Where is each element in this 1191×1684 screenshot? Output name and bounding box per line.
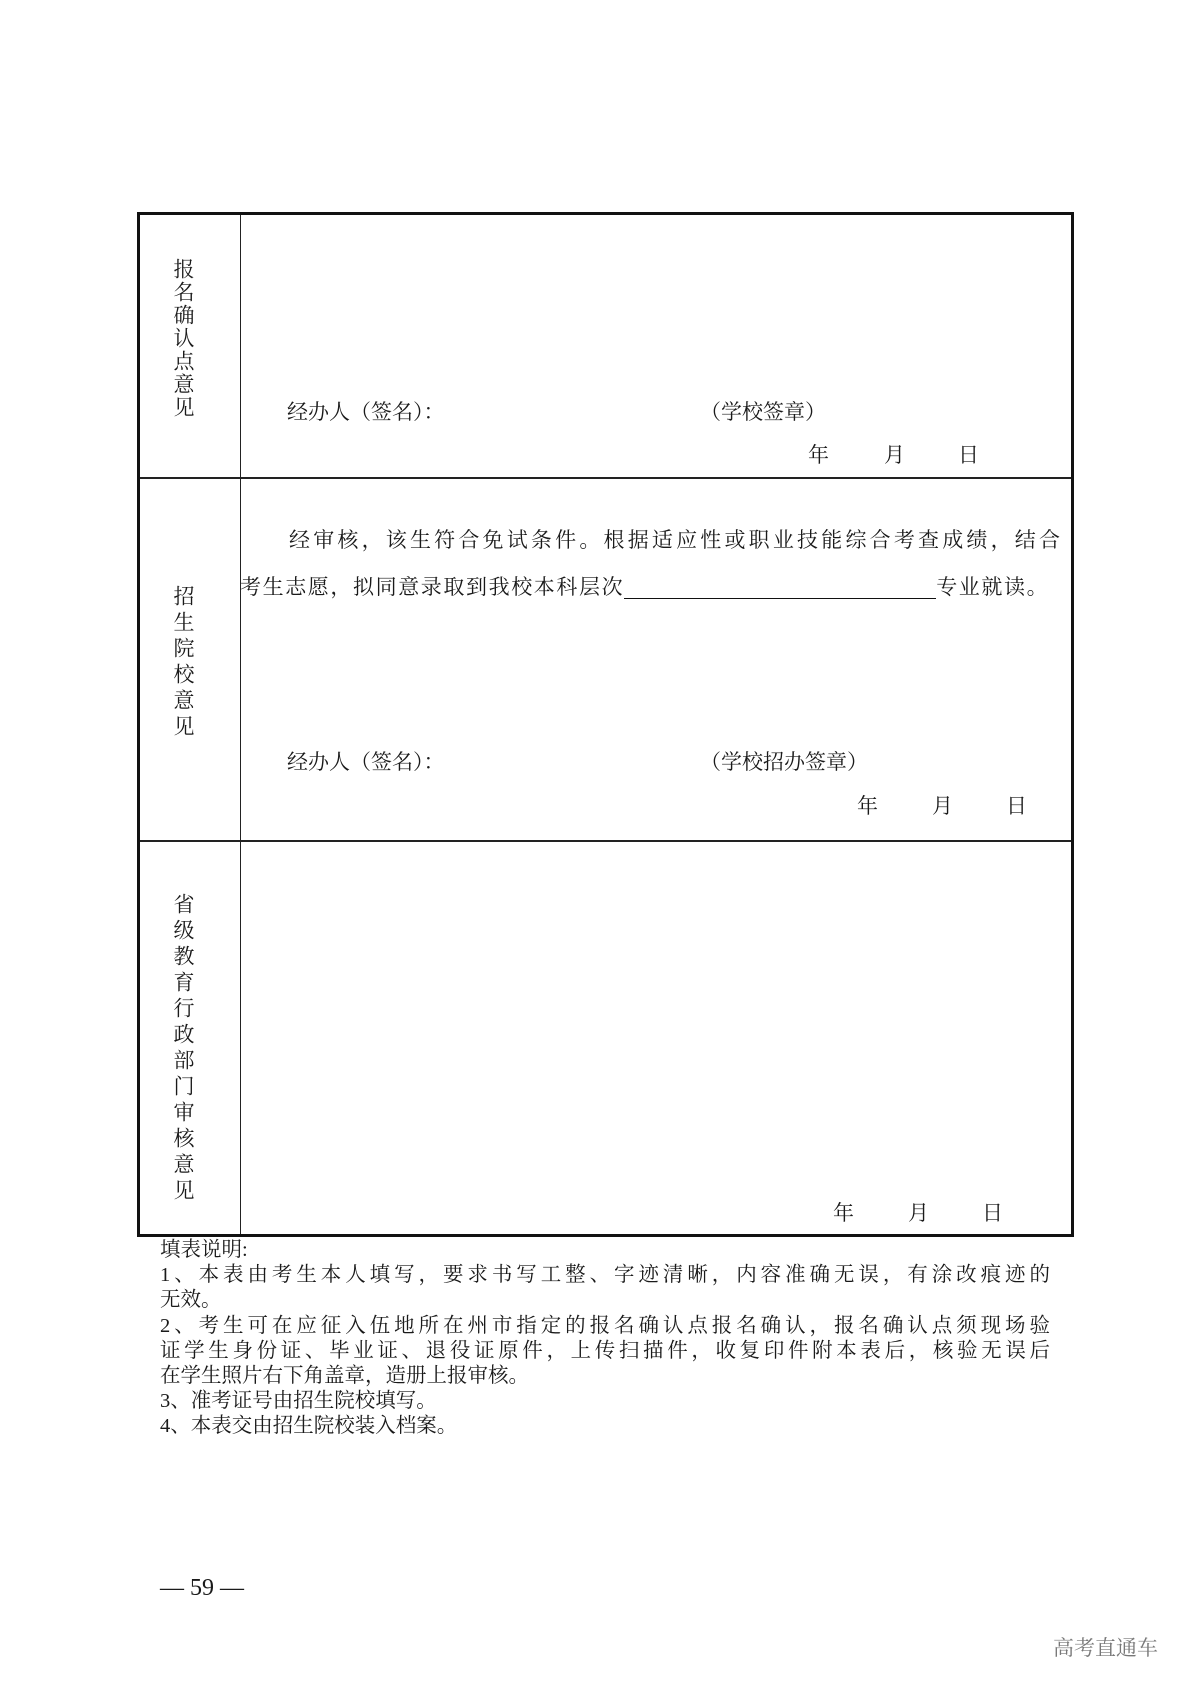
date-day: 日 <box>982 1201 1003 1225</box>
admission-statement-suffix: 专业就读。 <box>936 575 1050 599</box>
page-number: — 59 — <box>160 1575 244 1601</box>
row-label-admission-school: 招生院校意见 <box>171 585 195 741</box>
row-divider <box>140 477 1071 479</box>
date-month: 月 <box>908 1201 929 1225</box>
date-year: 年 <box>808 443 829 467</box>
date-year: 年 <box>857 794 878 818</box>
row-divider <box>140 840 1071 842</box>
notes-title: 填表说明: <box>160 1239 248 1261</box>
row-label-registration-point: 报名确认点意见 <box>171 258 195 419</box>
note-line: 在学生照片右下角盖章，造册上报审核。 <box>160 1365 529 1387</box>
date-month: 月 <box>884 443 905 467</box>
date-day: 日 <box>1006 794 1027 818</box>
note-line: 无效。 <box>160 1289 222 1311</box>
admission-statement-line1: 经审核，该生符合免试条件。根据适应性或职业技能综合考查成绩，结合 <box>289 528 1061 552</box>
note-line: 4、本表交由招生院校装入档案。 <box>160 1415 458 1437</box>
watermark: 高考直通车 <box>1053 1636 1158 1660</box>
date-day: 日 <box>958 443 979 467</box>
school-admission-stamp-label: （学校招办签章） <box>700 750 868 774</box>
note-line: 证学生身份证、毕业证、退役证原件，上传扫描件，收复印件附本表后，核验无误后 <box>160 1340 1050 1362</box>
date-month: 月 <box>932 794 953 818</box>
note-line: 2、考生可在应征入伍地所在州市指定的报名确认点报名确认，报名确认点须现场验 <box>160 1315 1050 1337</box>
row-label-provincial-education-dept: 省级教育行政部门审核意见 <box>171 893 195 1205</box>
note-line: 3、准考证号由招生院校填写。 <box>160 1390 437 1412</box>
date-year: 年 <box>833 1201 854 1225</box>
admission-statement-line2: 考生志愿，拟同意录取到我校本科层次 <box>240 575 625 599</box>
school-stamp-label: （学校签章） <box>700 400 826 424</box>
column-divider <box>240 215 241 1234</box>
review-form-table <box>137 212 1074 1237</box>
handler-signature-label: 经办人（签名）： <box>287 400 445 424</box>
major-blank-field[interactable] <box>624 578 936 599</box>
note-line: 1、本表由考生本人填写，要求书写工整、字迹清晰，内容准确无误，有涂改痕迹的 <box>160 1264 1050 1286</box>
handler-signature-label: 经办人（签名）： <box>287 750 445 774</box>
